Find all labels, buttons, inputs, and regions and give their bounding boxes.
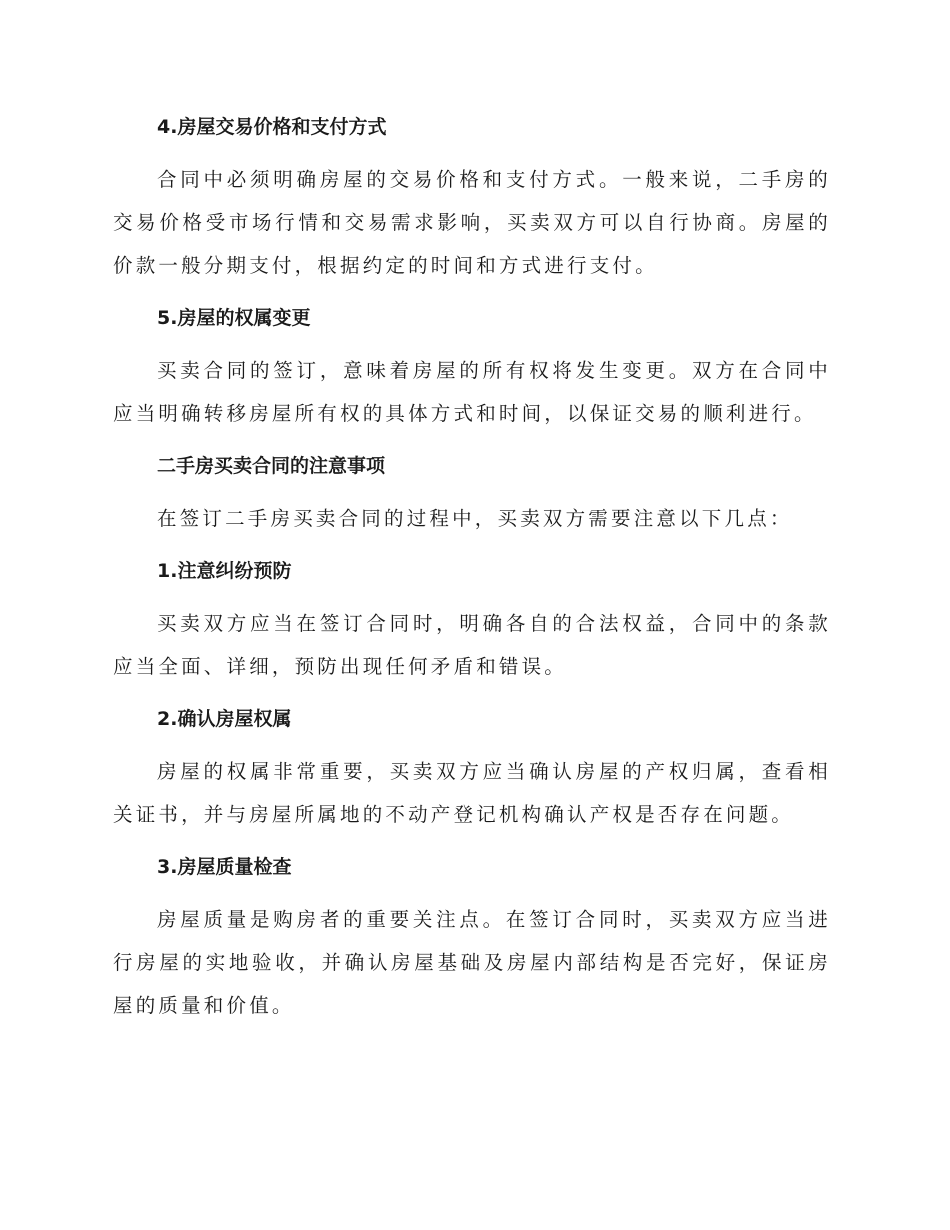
- section-paragraph-confirm-ownership: 房屋的权属非常重要，买卖双方应当确认房屋的产权归属，查看相关证书，并与房屋所属地的不动产登记机构确认产权是否存在问题。: [113, 760, 831, 826]
- section-heading-dispute-prevention: 1.注意纠纷预防: [157, 560, 292, 582]
- section-heading-precautions: 二手房买卖合同的注意事项: [157, 455, 386, 477]
- section-paragraph-price-payment: 合同中必须明确房屋的交易价格和支付方式。一般来说，二手房的交易价格受市场行情和交易需求影响，买卖双方可以自行协商。房屋的价款一般分期支付，根据约定的时间和方式进行支付。: [113, 168, 831, 277]
- section-paragraph-quality-inspection: 房屋质量是购房者的重要关注点。在签订合同时，买卖双方应当进行房屋的实地验收，并确认房屋基础及房屋内部结构是否完好，保证房屋的质量和价值。: [113, 908, 831, 1017]
- section-paragraph-ownership-change: 买卖合同的签订，意味着房屋的所有权将发生变更。双方在合同中应当明确转移房屋所有权的具体方式和时间，以保证交易的顺利进行。: [113, 359, 831, 425]
- section-paragraph-precautions: 在签订二手房买卖合同的过程中，买卖双方需要注意以下几点：: [157, 507, 793, 530]
- section-paragraph-dispute-prevention: 买卖双方应当在签订合同时，明确各自的合法权益，合同中的条款应当全面、详细，预防出现任何矛盾和错误。: [113, 612, 831, 678]
- document-body: [113, 106, 831, 1037]
- section-heading-confirm-ownership: 2.确认房屋权属: [157, 708, 292, 730]
- section-heading-ownership-change: 5.房屋的权属变更: [157, 307, 311, 329]
- section-heading-quality-inspection: 3.房屋质量检查: [157, 856, 292, 878]
- section-heading-price-payment: 4.房屋交易价格和支付方式: [157, 116, 387, 138]
